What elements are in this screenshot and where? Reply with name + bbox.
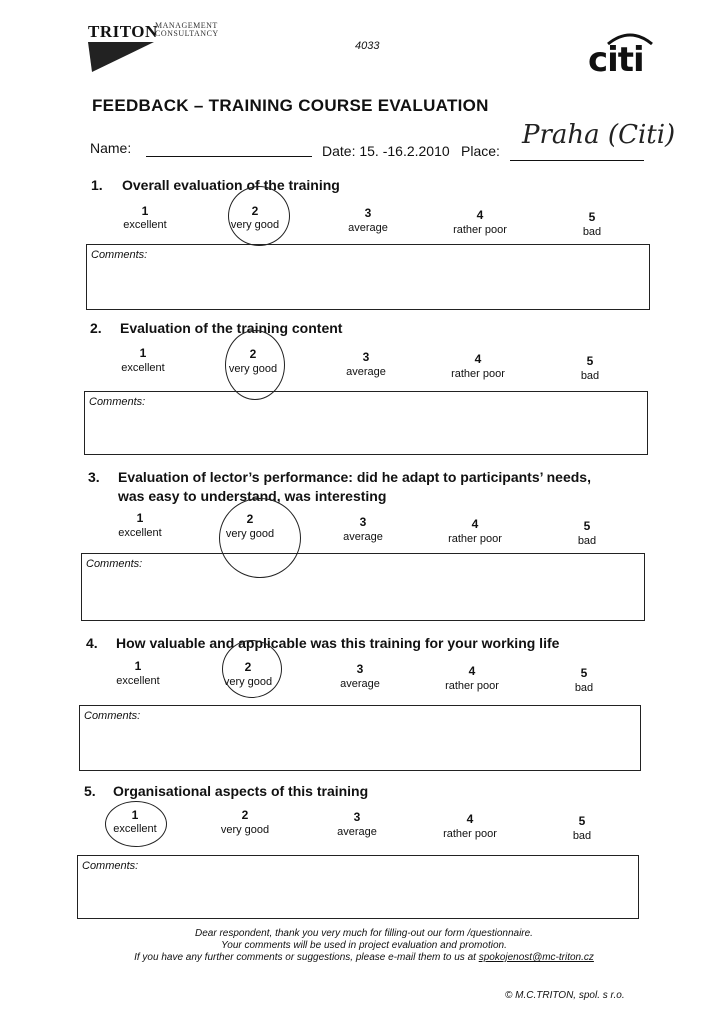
q2-option-4[interactable]: 4 — [474, 352, 482, 366]
q1-option-3-label: average — [348, 222, 388, 234]
q5-option-3-label: average — [337, 826, 377, 838]
q1-option-1[interactable]: 1 — [141, 204, 149, 218]
feedback-email-link[interactable]: spokojenost@mc-triton.cz — [478, 952, 594, 963]
q3-option-1-label: excellent — [118, 527, 162, 539]
q4-option-2[interactable]: 2 — [244, 660, 252, 674]
q2-option-1[interactable]: 1 — [139, 346, 147, 360]
logo-sub-line1: MANAGEMENT — [155, 21, 218, 30]
q5-comments-label: Comments: — [82, 860, 139, 872]
q2-option-3-label: average — [346, 366, 386, 378]
q1-option-3[interactable]: 3 — [364, 206, 372, 220]
question-4-text: How valuable and applicable was this training for your working life — [116, 635, 560, 651]
q2-option-4-label: rather poor — [451, 368, 505, 380]
q4-option-5-label: bad — [574, 682, 594, 694]
q5-option-5[interactable]: 5 — [578, 814, 586, 828]
q1-selection-mark — [228, 186, 290, 246]
q3-option-1[interactable]: 1 — [136, 511, 144, 525]
q5-option-2[interactable]: 2 — [241, 808, 249, 822]
q5-option-3[interactable]: 3 — [353, 810, 361, 824]
logo-sub-line2: CONSULTANCY — [155, 29, 219, 38]
question-5-number: 5. — [84, 783, 96, 799]
question-3-number: 3. — [88, 469, 100, 485]
q5-comments-box[interactable] — [77, 855, 639, 919]
q3-comments-label: Comments: — [86, 558, 143, 570]
q5-option-5-label: bad — [572, 830, 592, 842]
question-2-text: Evaluation of the training content — [120, 320, 343, 336]
q5-option-1-label: excellent — [113, 823, 157, 835]
question-3-text-line2: was easy to understand, was interesting — [118, 488, 387, 504]
footer-line-3-text: If you have any further comments or suggestions, please e-mail them to us at — [134, 952, 479, 963]
q3-option-5[interactable]: 5 — [583, 519, 591, 533]
q2-option-2-label: very good — [228, 363, 278, 375]
q2-option-3[interactable]: 3 — [362, 350, 370, 364]
q4-option-4[interactable]: 4 — [468, 664, 476, 678]
q1-comments-box[interactable] — [86, 244, 650, 310]
q4-comments-box[interactable] — [79, 705, 641, 771]
q5-option-2-label: very good — [220, 824, 270, 836]
q4-option-4-label: rather poor — [445, 680, 499, 692]
copyright: © M.C.TRITON, spol. s r.o. — [505, 990, 625, 1001]
q3-option-4-label: rather poor — [448, 533, 502, 545]
place-field[interactable] — [510, 160, 644, 161]
q4-option-1[interactable]: 1 — [134, 659, 142, 673]
q4-option-1-label: excellent — [116, 675, 160, 687]
name-label: Name: — [90, 140, 132, 156]
place-handwritten-value: Praha (Citi) — [522, 120, 676, 150]
name-field[interactable] — [146, 156, 312, 157]
form-title: FEEDBACK – TRAINING COURSE EVALUATION — [92, 96, 489, 115]
q1-option-5-label: bad — [582, 226, 602, 238]
q3-option-5-label: bad — [577, 535, 597, 547]
q5-option-4[interactable]: 4 — [466, 812, 474, 826]
q2-comments-box[interactable] — [84, 391, 648, 455]
q3-option-4[interactable]: 4 — [471, 517, 479, 531]
triton-logo-subtitle — [155, 22, 219, 38]
q5-option-4-label: rather poor — [443, 828, 497, 840]
triton-wedge-icon — [86, 40, 156, 74]
q4-comments-label: Comments: — [84, 710, 141, 722]
q5-option-1[interactable]: 1 — [131, 808, 139, 822]
q3-option-2[interactable]: 2 — [246, 512, 254, 526]
q3-option-3-label: average — [343, 531, 383, 543]
q3-comments-box[interactable] — [81, 553, 645, 621]
q2-option-1-label: excellent — [121, 362, 165, 374]
q3-option-3[interactable]: 3 — [359, 515, 367, 529]
q1-option-5[interactable]: 5 — [588, 210, 596, 224]
date-label: Date: 15. -16.2.2010 — [322, 143, 450, 159]
q1-comments-label: Comments: — [91, 249, 148, 261]
question-3-text: Evaluation of lector’s performance: did he adapt to participants’ needs, — [118, 469, 591, 485]
q1-option-2[interactable]: 2 — [251, 204, 259, 218]
footer-message — [84, 928, 644, 964]
citi-logo: citi — [588, 40, 644, 80]
question-4-number: 4. — [86, 635, 98, 651]
q3-option-2-label: very good — [225, 528, 275, 540]
q1-option-4-label: rather poor — [453, 224, 507, 236]
q4-option-5[interactable]: 5 — [580, 666, 588, 680]
footer-line-2: Your comments will be used in project evaluation and promotion. — [221, 940, 507, 951]
q1-option-2-label: very good — [230, 219, 280, 231]
question-5-text: Organisational aspects of this training — [113, 783, 369, 799]
question-1-text: Overall evaluation of the training — [122, 177, 340, 193]
place-label: Place: — [461, 143, 500, 159]
footer-line-1: Dear respondent, thank you very much for filling-out our form /questionnaire. — [195, 928, 533, 939]
q1-option-1-label: excellent — [123, 219, 167, 231]
q4-option-3-label: average — [340, 678, 380, 690]
q4-option-3[interactable]: 3 — [356, 662, 364, 676]
q2-selection-mark — [225, 330, 285, 400]
q4-selection-mark — [222, 640, 282, 698]
q2-option-2[interactable]: 2 — [249, 347, 257, 361]
document-number: 4033 — [355, 40, 380, 52]
q5-selection-mark — [105, 801, 167, 847]
question-1-number: 1. — [91, 177, 103, 193]
footer-line-3 — [84, 952, 644, 964]
q2-comments-label: Comments: — [89, 396, 146, 408]
triton-logo-text: TRITON — [88, 22, 158, 41]
q2-option-5-label: bad — [580, 370, 600, 382]
q4-option-2-label: very good — [223, 676, 273, 688]
q2-option-5[interactable]: 5 — [586, 354, 594, 368]
q1-option-4[interactable]: 4 — [476, 208, 484, 222]
question-2-number: 2. — [90, 320, 102, 336]
